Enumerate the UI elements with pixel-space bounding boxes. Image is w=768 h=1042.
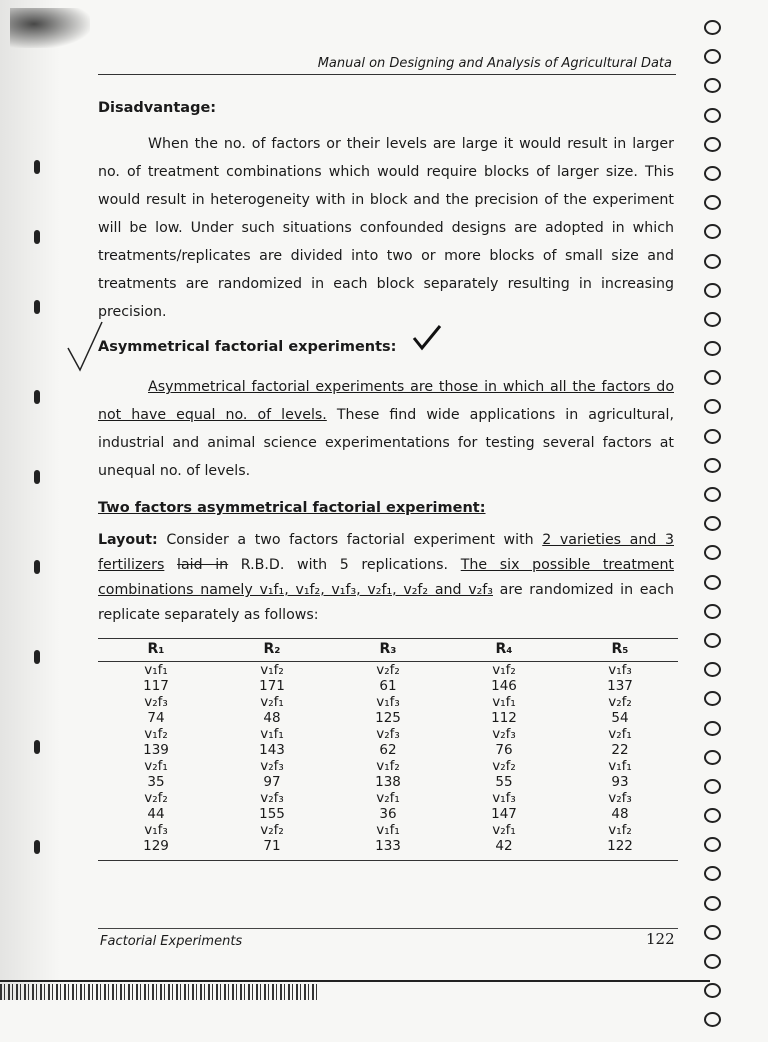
- binder-hole: [704, 429, 721, 444]
- binder-hole: [704, 195, 721, 210]
- footer-rule: [98, 928, 678, 929]
- footer-title: Factorial Experiments: [100, 934, 243, 949]
- yield-cell: 155: [259, 805, 285, 822]
- binder-hole: [704, 691, 721, 706]
- treatment-cell: v₁f₂: [376, 758, 400, 774]
- treatment-cell: v₂f₃: [260, 758, 284, 774]
- treatment-cell: v₂f₂: [376, 662, 400, 678]
- treatment-cell: v₂f₁: [376, 790, 400, 806]
- binder-hole: [704, 312, 721, 327]
- binder-hole: [704, 487, 721, 502]
- treatment-cell: v₂f₂: [492, 758, 516, 774]
- yield-cell: 137: [607, 677, 633, 694]
- paragraph-layout: [98, 528, 674, 628]
- yield-cell: 143: [259, 741, 285, 758]
- yield-cell: 97: [263, 773, 281, 790]
- table-bottom-rule: [98, 854, 678, 861]
- treatment-cell: v₁f₁: [608, 758, 632, 774]
- yield-cell: 133: [375, 837, 401, 854]
- treatment-cell: v₁f₃: [144, 822, 168, 838]
- paragraph-disadvantage: When the no. of factors or their levels are large it would result in larger no. of treatment combinations which would require blocks of larger size. This would result in heterogeneity with in block and the precision of the experiment will be low. Under such situations confounded designs are adopted in which treatments/replicates are divided into two or more blocks of small size and treatments are randomized in each block separately resulting in increasing precision.: [98, 136, 674, 320]
- yield-cell: 62: [379, 741, 397, 758]
- table-row-treatments: [98, 662, 678, 679]
- binder-hole: [704, 137, 721, 152]
- binder-hole: [704, 866, 721, 881]
- binder-hole: [704, 896, 721, 911]
- treatment-cell: v₁f₃: [376, 694, 400, 710]
- binder-hole: [704, 224, 721, 239]
- binder-hole: [704, 283, 721, 298]
- binder-hole: [704, 633, 721, 648]
- treatment-cell: v₁f₁: [492, 694, 516, 710]
- table-body: [98, 662, 678, 855]
- treatment-cell: v₁f₂: [608, 822, 632, 838]
- yield-cell: 35: [147, 773, 165, 790]
- treatment-cell: v₁f₂: [144, 726, 168, 742]
- spine-mark: [34, 470, 40, 484]
- treatment-cell: v₂f₃: [492, 726, 516, 742]
- table-row-treatments: [98, 758, 678, 775]
- yield-cell: 36: [379, 805, 397, 822]
- binder-hole: [704, 1012, 721, 1027]
- page-number: 122: [646, 930, 675, 948]
- treatment-cell: v₁f₃: [608, 662, 632, 678]
- binder-hole: [704, 20, 721, 35]
- table-row-yields: [98, 679, 678, 695]
- binder-hole: [704, 458, 721, 473]
- binder-hole: [704, 750, 721, 765]
- section-title-disadvantage: Disadvantage:: [98, 100, 217, 116]
- yield-cell: 117: [143, 677, 169, 694]
- underlined-text: The six possible treatment combinations namely v₁f₁, v₁f₂, v₁f₃, v₂f₁, v₂f₂ and v₂f₃: [98, 557, 674, 598]
- underlined-definition: Asymmetrical factorial experiments are those in which all the factors do not have equal no. of levels.: [98, 379, 674, 423]
- yield-cell: 125: [375, 709, 401, 726]
- spine-mark: [34, 390, 40, 404]
- binder-hole: [704, 108, 721, 123]
- table-row-yields: [98, 807, 678, 823]
- yield-cell: 55: [495, 773, 513, 790]
- spine-mark: [34, 160, 40, 174]
- treatment-cell: v₂f₁: [144, 758, 168, 774]
- header-rule: [98, 74, 676, 75]
- yield-cell: 54: [611, 709, 629, 726]
- layout-label: Layout:: [98, 532, 158, 548]
- binder-hole: [704, 954, 721, 969]
- scan-barcode: [0, 984, 320, 1000]
- checkmark-icon: [412, 324, 442, 352]
- yield-cell: 139: [143, 741, 169, 758]
- yield-cell: 93: [611, 773, 629, 790]
- paragraph-text: Consider a two factors factorial experiment with: [157, 532, 543, 548]
- binder-hole: [704, 78, 721, 93]
- treatment-cell: v₂f₃: [144, 694, 168, 710]
- column-header: R₃: [330, 639, 446, 662]
- treatment-cell: v₂f₃: [376, 726, 400, 742]
- spine-mark: [34, 560, 40, 574]
- spine-mark: [34, 230, 40, 244]
- column-header: R₅: [562, 639, 678, 662]
- treatment-cell: v₁f₁: [260, 726, 284, 742]
- binder-holes: [704, 20, 724, 1042]
- binder-hole: [704, 808, 721, 823]
- paragraph-text: are randomized in each replicate separately as follows:: [98, 582, 674, 623]
- column-header: R₁: [98, 639, 214, 662]
- treatment-cell: v₁f₁: [376, 822, 400, 838]
- treatment-cell: v₁f₁: [144, 662, 168, 678]
- paragraph-asymmetrical: [98, 373, 674, 485]
- column-header: R₄: [446, 639, 562, 662]
- treatment-cell: v₁f₂: [492, 662, 516, 678]
- binder-hole: [704, 721, 721, 736]
- binder-hole: [704, 662, 721, 677]
- yield-cell: 76: [495, 741, 513, 758]
- yield-cell: 122: [607, 837, 633, 854]
- table-row-treatments: [98, 822, 678, 839]
- binder-hole: [704, 545, 721, 560]
- binder-hole: [704, 166, 721, 181]
- yield-cell: 22: [611, 741, 629, 758]
- paragraph-text: R.B.D. with 5 replications.: [228, 557, 461, 573]
- binder-hole: [704, 779, 721, 794]
- spine-mark: [34, 740, 40, 754]
- yield-cell: 48: [263, 709, 281, 726]
- spine-mark: [34, 840, 40, 854]
- struck-text: laid in: [177, 557, 229, 573]
- treatment-cell: v₂f₁: [260, 694, 284, 710]
- underlined-text: 2 varieties and 3 fertilizers: [98, 532, 674, 573]
- binder-hole: [704, 575, 721, 590]
- randomization-table: [98, 638, 678, 861]
- yield-cell: 44: [147, 805, 165, 822]
- binder-hole: [704, 925, 721, 940]
- binder-hole: [704, 837, 721, 852]
- binder-hole: [704, 341, 721, 356]
- treatment-cell: v₂f₃: [260, 790, 284, 806]
- treatment-cell: v₂f₂: [144, 790, 168, 806]
- yield-cell: 74: [147, 709, 165, 726]
- treatment-cell: v₁f₃: [492, 790, 516, 806]
- treatment-cell: v₂f₂: [608, 694, 632, 710]
- yield-cell: 61: [379, 677, 397, 694]
- table-row-yields: [98, 711, 678, 727]
- yield-cell: 138: [375, 773, 401, 790]
- binder-hole: [704, 49, 721, 64]
- table-row-yields: [98, 839, 678, 855]
- treatment-cell: v₂f₁: [608, 726, 632, 742]
- treatment-cell: v₂f₃: [608, 790, 632, 806]
- scan-shadow-left: [0, 0, 60, 1000]
- treatment-cell: v₁f₂: [260, 662, 284, 678]
- table-row-yields: [98, 775, 678, 791]
- spine-mark: [34, 650, 40, 664]
- column-header: R₂: [214, 639, 330, 662]
- scan-blot: [10, 8, 90, 48]
- binder-hole: [704, 370, 721, 385]
- yield-cell: 147: [491, 805, 517, 822]
- table-row-yields: [98, 743, 678, 759]
- table-row-treatments: [98, 694, 678, 711]
- yield-cell: 171: [259, 677, 285, 694]
- section-title-asymmetrical: Asymmetrical factorial experiments:: [98, 339, 397, 355]
- binder-hole: [704, 983, 721, 998]
- binder-hole: [704, 254, 721, 269]
- running-head: Manual on Designing and Analysis of Agricultural Data: [317, 56, 672, 71]
- binder-hole: [704, 399, 721, 414]
- paragraph-text: These find wide applications in agricultural, industrial and animal science experimentations for testing several factors at unequal no. of levels.: [98, 407, 675, 479]
- table-row-treatments: [98, 790, 678, 807]
- yield-cell: 112: [491, 709, 517, 726]
- yield-cell: 48: [611, 805, 629, 822]
- yield-cell: 71: [263, 837, 281, 854]
- binder-hole: [704, 604, 721, 619]
- treatment-cell: v₂f₁: [492, 822, 516, 838]
- yield-cell: 129: [143, 837, 169, 854]
- binder-hole: [704, 516, 721, 531]
- table-row-treatments: [98, 726, 678, 743]
- scan-edge-line: [0, 980, 710, 982]
- yield-cell: 146: [491, 677, 517, 694]
- spine-mark: [34, 300, 40, 314]
- yield-cell: 42: [495, 837, 513, 854]
- treatment-cell: v₂f₂: [260, 822, 284, 838]
- table-header-row: [98, 639, 678, 662]
- section-title-two-factor: Two factors asymmetrical factorial experiment:: [98, 500, 486, 516]
